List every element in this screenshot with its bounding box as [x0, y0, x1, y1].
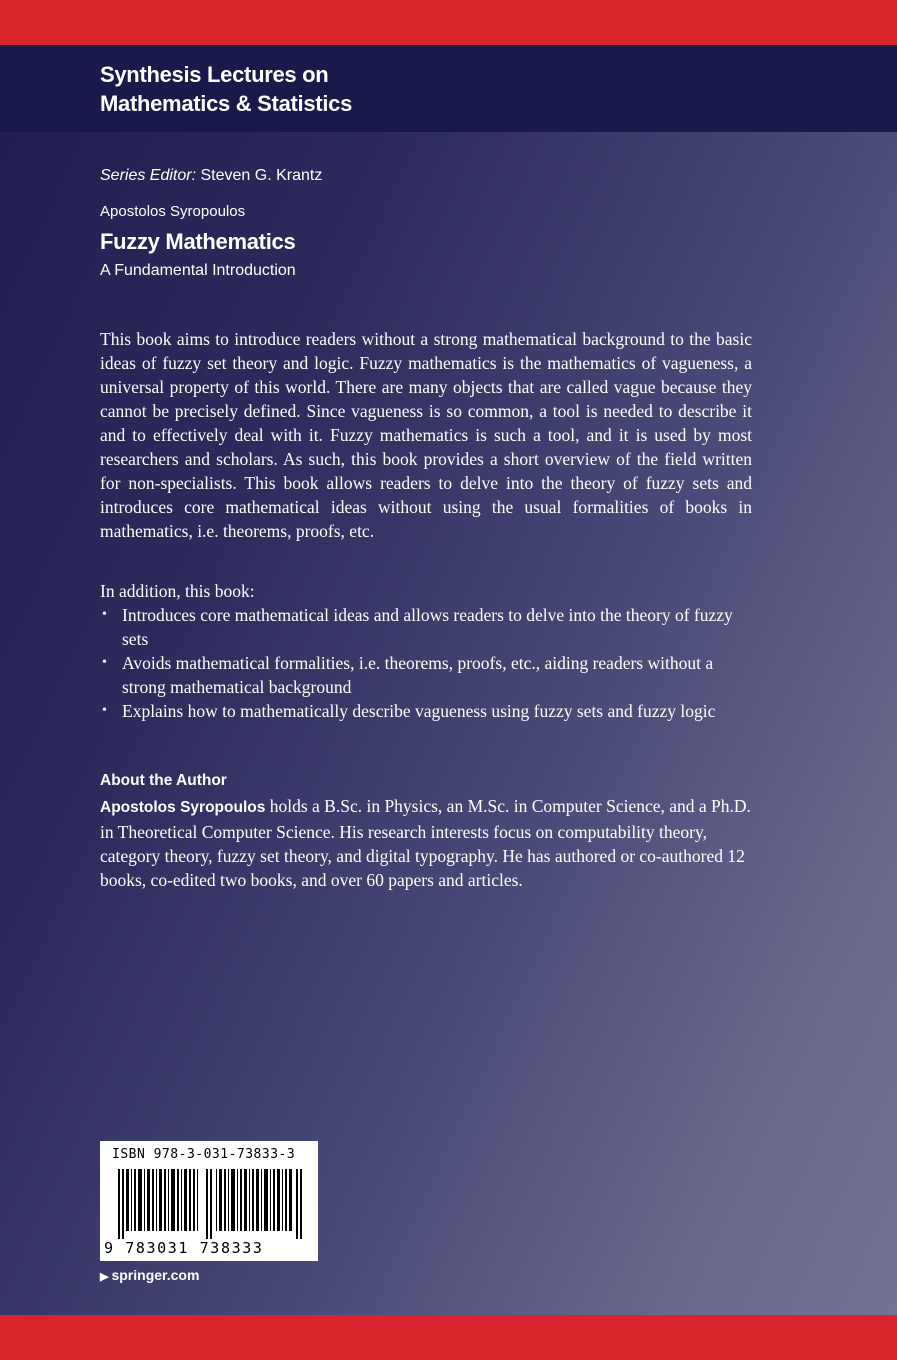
about-author-text [100, 794, 752, 892]
about-author-heading: About the Author [100, 772, 227, 789]
triangle-right-icon: ▶ [100, 1271, 109, 1283]
isbn-label: ISBN 978-3-031-73833-3 [112, 1147, 296, 1162]
series-editor [100, 167, 322, 185]
feature-list-item: • Avoids mathematical formalities, i.e. theorems, proofs, etc., aiding readers without a strong mathematical background [100, 651, 752, 699]
series-editor-label: Series Editor: [100, 167, 197, 184]
about-author-name: Apostolos Syropoulos [100, 799, 266, 816]
book-subtitle: A Fundamental Introduction [100, 262, 296, 279]
book-description: This book aims to introduce readers without a strong mathematical background to the basic ideas of fuzzy set theory and logic. Fuzzy mathematics is the mathematics of vagueness, a universal property of this world. There are many objects that are called vague because they cannot be precisely defined. Since vagueness is so common, a tool is needed to describe it and to effectively deal with it. Fuzzy mathematics is such a tool, and it is used by most researchers and scholars. As such, this book provides a short overview of the field written for non-specialists. This book allows readers to delve into the theory of fuzzy sets and introduces core mathematical ideas without using the usual formalities of books in mathematics, i.e. theorems, proofs, etc. [100, 329, 752, 541]
publisher-link[interactable] [100, 1267, 199, 1283]
book-title: Fuzzy Mathematics [100, 229, 296, 254]
isbn-barcode [100, 1141, 318, 1261]
in-addition-lead: In addition, this book: [100, 581, 255, 601]
series-editor-name: Steven G. Krantz [200, 167, 323, 184]
bottom-red-band [0, 1315, 897, 1360]
book-author: Apostolos Syropoulos [100, 203, 246, 220]
series-title [100, 60, 600, 118]
feature-list [100, 603, 752, 723]
barcode-bars [118, 1169, 304, 1239]
barcode-digits: 9 783031 738333 [104, 1239, 264, 1257]
about-author-bio: holds a B.Sc. in Physics, an M.Sc. in Computer Science, and a Ph.D. in Theoretical Computer Science. His research interests focus on computability theory, category theory, fuzzy set theory, and digital typography. He has authored or co-authored 12 books, co-edited two books, and over 60 papers and articles. [100, 796, 751, 890]
top-red-band [0, 0, 897, 45]
feature-list-item: • Introduces core mathematical ideas and allows readers to delve into the theory of fuzzy sets [100, 603, 752, 651]
series-title-line-1: Synthesis Lectures on [100, 62, 329, 87]
publisher-url: springer.com [111, 1267, 200, 1283]
feature-list-item: • Explains how to mathematically describe vagueness using fuzzy sets and fuzzy logic [100, 699, 752, 723]
series-title-line-2: Mathematics & Statistics [100, 91, 352, 116]
